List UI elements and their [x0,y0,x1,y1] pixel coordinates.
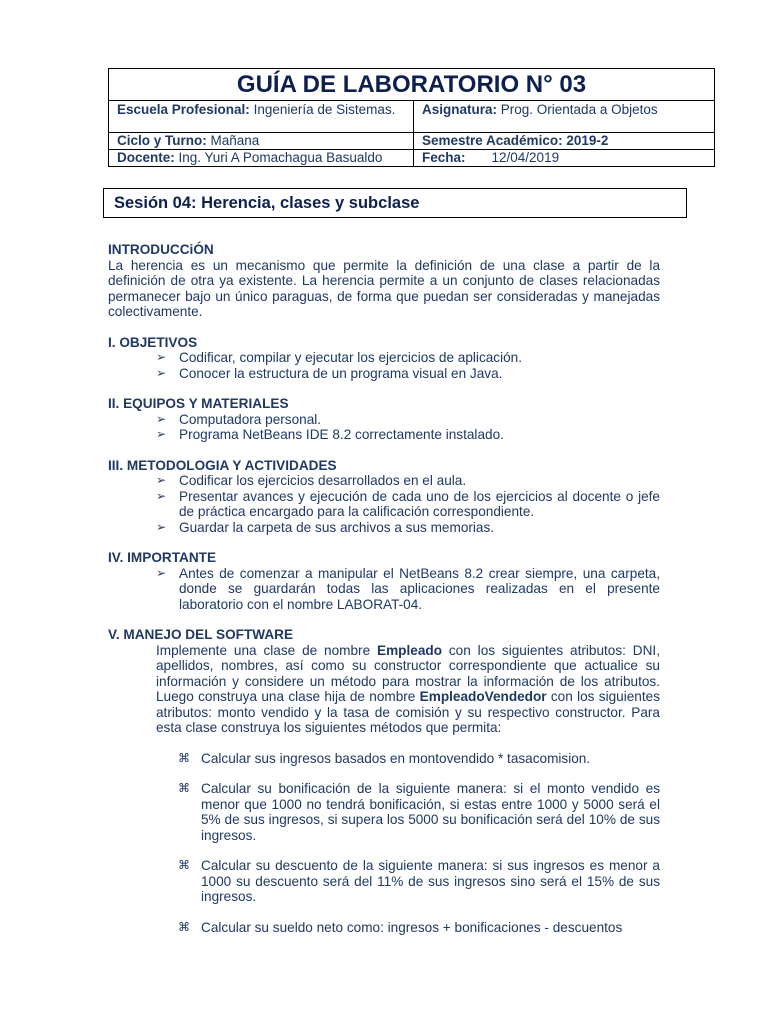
list-item [156,566,660,613]
list-item [156,489,660,520]
ciclo-cell [109,133,414,149]
arrow-bullet-icon: ➢ [156,427,167,441]
manejo-text-part: con los siguientes atributos: DNI, apellidos, nombres, así como su constructor correspondiente que actualice su información y considere un método para mostrar la información de los atributos. Luego construya una clase hija de nombre [156,642,660,704]
command-bullet-icon: ⌘ [178,858,190,872]
manejo-list [108,751,660,936]
page-title: GUÍA DE LABORATORIO N° 03 [109,69,714,101]
main-content [108,242,660,950]
arrow-bullet-icon: ➢ [156,411,167,426]
arrow-bullet-icon: ➢ [156,488,167,503]
importante-list [108,566,660,613]
list-item-text: Conocer la estructura de un programa visual en Java. [179,365,503,381]
asignatura-value: Prog. Orientada a Objetos [497,102,658,117]
list-item [178,751,660,767]
list-item [156,366,660,382]
session-title: Sesión 04: Herencia, clases y subclase [103,188,687,218]
asignatura-cell [414,101,714,132]
command-bullet-icon: ⌘ [178,750,190,765]
list-item-text: Calcular sus ingresos basados en montovendido * tasacomision. [201,750,591,766]
escuela-cell [109,101,414,132]
arrow-bullet-icon: ➢ [156,350,167,364]
list-item-text: Guardar la carpeta de sus archivos a sus memorias. [179,519,495,535]
list-item-text: Calcular su sueldo neto como: ingresos + bonificaciones - descuentos [201,919,623,935]
escuela-value: Ingeniería de Sistemas. [249,102,396,117]
escuela-label: Escuela Profesional: [117,102,250,117]
manejo-heading: V. MANEJO DEL SOFTWARE [108,627,294,642]
manejo-text-part: Implemente una clase de nombre [156,642,378,658]
list-item [156,473,660,489]
docente-value: Ing. Yuri A Pomachagua Basualdo [174,150,383,165]
docente-cell [109,150,414,166]
header-table [108,68,715,167]
intro-heading: INTRODUCCiÓN [108,242,214,257]
class-name-empleado-vendedor: EmpleadoVendedor [419,689,547,704]
list-item-text: Codificar los ejercicios desarrollados en el aula. [179,473,467,488]
metodologia-list [108,473,660,535]
importante-heading: IV. IMPORTANTE [108,550,217,565]
intro-text: La herencia es un mecanismo que permite la definición de una clase a partir de la definición de otra ya existente. La herencia permite a un conjunto de clases relacionadas permanecer bajo un único paraguas, de forma que puedan ser consideradas y manejadas colectivamente. [108,257,660,319]
manejo-text [108,643,660,736]
arrow-bullet-icon: ➢ [156,365,167,380]
list-item-text: Calcular su bonificación de la siguiente manera: si el monto vendido es menor que 1000 no tendrá bonificación, si estas entre 1000 y 5000 será el 5% de sus ingresos, si supera los 5000 su bonificación será del 10% de sus ingresos. [201,781,660,843]
header-row-1 [109,101,714,133]
list-item [178,920,660,936]
list-item-text: Codificar, compilar y ejecutar los ejercicios de aplicación. [179,350,523,365]
ciclo-label: Ciclo y Turno: [117,133,207,148]
list-item-text: Presentar avances y ejecución de cada uno de los ejercicios al docente o jefe de práctica encargado para la calificación correspondiente. [179,488,660,519]
manejo-text-part: con los siguientes atributos: monto vendido y la tasa de comisión y su respectivo constructor. Para esta clase construya los siguientes métodos que permita: [156,689,660,735]
list-item [156,427,660,443]
list-item-text: Computadora personal. [179,411,322,427]
command-bullet-icon: ⌘ [178,919,190,934]
semestre-cell [414,133,714,149]
asignatura-label: Asignatura: [422,102,498,117]
list-item [178,781,660,843]
arrow-bullet-icon: ➢ [156,519,167,534]
arrow-bullet-icon: ➢ [156,473,167,487]
list-item-text: Programa NetBeans IDE 8.2 correctamente instalado. [179,427,504,442]
fecha-cell [414,150,714,166]
semestre-label: Semestre Académico: 2019-2 [422,133,609,148]
arrow-bullet-icon: ➢ [156,565,167,580]
class-name-empleado: Empleado [377,642,442,658]
metodologia-heading: III. METODOLOGIA Y ACTIVIDADES [108,457,337,473]
equipos-heading: II. EQUIPOS Y MATERIALES [108,396,289,411]
list-item [156,412,660,428]
list-item [156,350,660,366]
list-item-text: Calcular su descuento de la siguiente manera: si sus ingresos es menor a 1000 su descuento será del 11% de sus ingresos sino será el 15% de sus ingresos. [201,858,660,904]
docente-label: Docente: [117,150,175,165]
objetivos-list [108,350,660,381]
list-item [156,520,660,536]
command-bullet-icon: ⌘ [178,781,190,795]
header-row-3 [109,150,714,166]
header-row-2 [109,133,714,150]
ciclo-value: Mañana [206,133,260,148]
list-item-text: Antes de comenzar a manipular el NetBeans 8.2 crear siempre, una carpeta, donde se guardarán todas las aplicaciones realizadas en el presente laboratorio con el nombre LABORAT-04. [179,565,660,612]
fecha-label: Fecha: [422,150,466,165]
list-item [178,858,660,905]
objetivos-heading: I. OBJETIVOS [108,334,198,350]
fecha-value: 12/04/2019 [491,150,560,165]
equipos-list [108,412,660,443]
